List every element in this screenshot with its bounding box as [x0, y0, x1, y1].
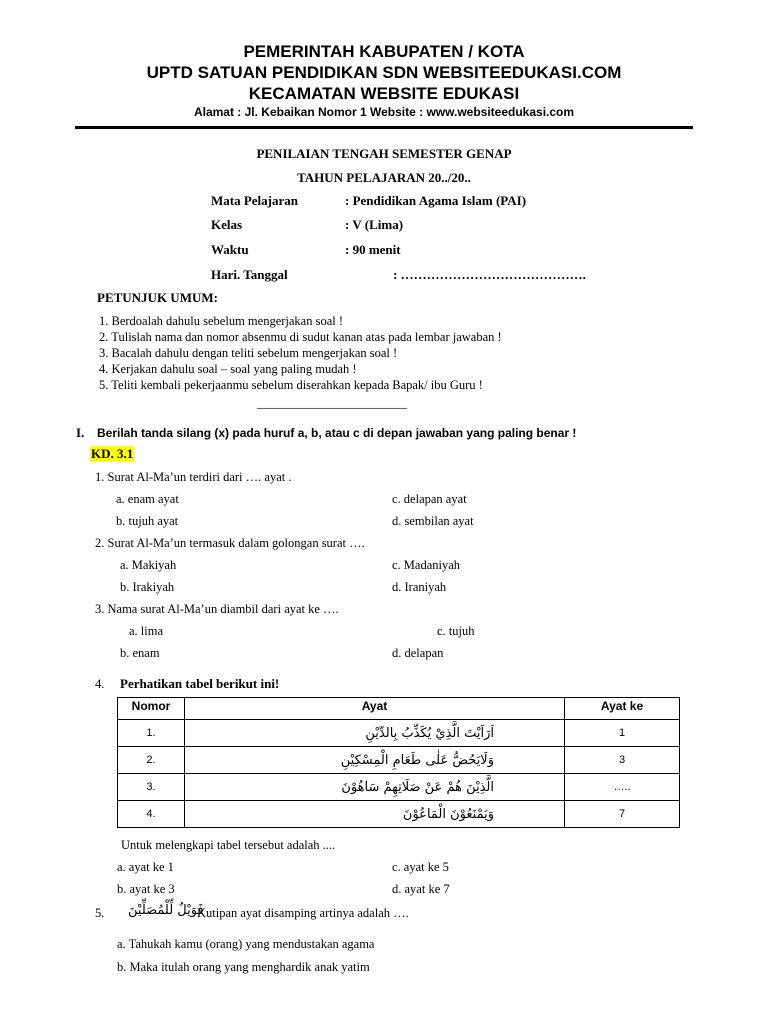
header-divider	[75, 126, 693, 129]
header-line-1: PEMERINTAH KABUPATEN / KOTA	[243, 42, 525, 61]
info-label-time: Waktu	[211, 242, 249, 257]
petunjuk-item-2: 2. Tulislah nama dan nomor absenmu di sudut kanan atas pada lembar jawaban !	[99, 330, 502, 344]
q1-option-a[interactable]: a. enam ayat	[116, 492, 179, 506]
row-ayat-ke: …..	[565, 774, 680, 801]
q1-option-d[interactable]: d. sembilan ayat	[392, 514, 474, 528]
exam-title: PENILAIAN TENGAH SEMESTER GENAP	[256, 146, 512, 161]
q3-option-a[interactable]: a. lima	[129, 624, 164, 638]
row-ayat-ke: 3	[565, 747, 680, 774]
q2-option-a[interactable]: a. Makiyah	[120, 558, 177, 572]
q3-text: 3. Nama surat Al-Ma’un diambil dari ayat ke ….	[95, 602, 339, 616]
q5-option-a[interactable]: a. Tahukah kamu (orang) yang mendustakan agama	[117, 937, 375, 951]
row-number: 4.	[118, 801, 185, 828]
col-header-nomor: Nomor	[118, 698, 185, 720]
exam-year: TAHUN PELAJARAN 20../20..	[297, 170, 471, 185]
q1-text: 1. Surat Al-Ma’un terdiri dari …. ayat .	[95, 470, 292, 484]
q5-number: 5.	[95, 906, 105, 920]
q2-option-c[interactable]: c. Madaniyah	[392, 558, 461, 572]
row-ayat-arabic: الَّذِيْنَ هُمْ عَنْ صَلَاتِهِمْ سَاهُوْنَ	[185, 774, 565, 801]
petunjuk-item-1: 1. Berdoalah dahulu sebelum mengerjakan soal !	[99, 314, 344, 328]
q1-option-c[interactable]: c. delapan ayat	[392, 492, 467, 506]
kd-label: KD. 3.1	[91, 446, 134, 461]
q5-text: Kutipan ayat disamping artinya adalah ….	[197, 906, 409, 920]
q3-option-c[interactable]: c. tujuh	[437, 624, 475, 638]
q3-option-b[interactable]: b. enam	[120, 646, 160, 660]
table-row	[118, 774, 680, 801]
row-number: 3.	[118, 774, 185, 801]
q4-text: Perhatikan tabel berikut ini!	[120, 676, 280, 691]
row-ayat-ke: 1	[565, 720, 680, 747]
q5-option-b[interactable]: b. Maka itulah orang yang menghardik anak yatim	[117, 960, 370, 974]
q4-option-b[interactable]: b. ayat ke 3	[117, 882, 175, 896]
info-label-subject: Mata Pelajaran	[211, 193, 299, 208]
section-instruction: Berilah tanda silang (x) pada huruf a, b, atau c di depan jawaban yang paling benar !	[97, 426, 577, 440]
table-row	[118, 720, 680, 747]
petunjuk-item-4: 4. Kerjakan dahulu soal – soal yang paling mudah !	[99, 362, 357, 376]
q2-option-b[interactable]: b. Irakiyah	[120, 580, 175, 594]
info-value-time: : 90 menit	[345, 242, 401, 257]
q4-option-a[interactable]: a. ayat ke 1	[117, 860, 174, 874]
q3-option-d[interactable]: d. delapan	[392, 646, 444, 660]
petunjuk-item-3: 3. Bacalah dahulu dengan teliti sebelum mengerjakan soal !	[99, 346, 398, 360]
q4-option-c[interactable]: c. ayat ke 5	[392, 860, 449, 874]
ayat-table-header	[118, 698, 680, 720]
info-value-date: : …………………………………….	[393, 267, 586, 282]
petunjuk-item-5: 5. Teliti kembali pekerjaanmu sebelum diserahkan kepada Bapak/ ibu Guru !	[99, 378, 483, 392]
header-line-3: KECAMATAN WEBSITE EDUKASI	[248, 84, 520, 103]
q5-arabic: فَوَيْلٌ لِّلْمُصَلِّيْنَ	[128, 903, 204, 918]
info-value-class: : V (Lima)	[345, 217, 404, 232]
info-label-class: Kelas	[211, 217, 243, 232]
row-number: 1.	[118, 720, 185, 747]
col-header-ayat: Ayat	[185, 698, 565, 720]
section-roman: I.	[76, 425, 85, 440]
petunjuk-separator: ________________________	[257, 396, 407, 410]
table-row	[118, 801, 680, 828]
table-row	[118, 747, 680, 774]
q2-text: 2. Surat Al-Ma’un termasuk dalam golongan surat ….	[95, 536, 365, 550]
info-value-subject: : Pendidikan Agama Islam (PAI)	[345, 193, 527, 208]
header-line-2: UPTD SATUAN PENDIDIKAN SDN WEBSITEEDUKASI.COM	[146, 63, 622, 82]
info-label-date: Hari. Tanggal	[211, 267, 288, 282]
row-ayat-ke: 7	[565, 801, 680, 828]
petunjuk-title: PETUNJUK UMUM:	[97, 290, 218, 305]
row-ayat-arabic: اَرَاَيْتَ الَّذِيْ يُكَذِّبُ بِالدِّيْنِ	[185, 720, 565, 747]
q4-option-d[interactable]: d. ayat ke 7	[392, 882, 450, 896]
col-header-ayat-ke: Ayat ke	[565, 698, 680, 720]
q1-option-b[interactable]: b. tujuh ayat	[116, 514, 179, 528]
row-ayat-arabic: وَيَمْنَعُوْنَ الْمَاعُوْنَ	[185, 801, 565, 828]
q4-question: Untuk melengkapi tabel tersebut adalah ....	[121, 838, 336, 852]
ayat-table	[117, 697, 680, 828]
q2-option-d[interactable]: d. Iraniyah	[392, 580, 447, 594]
row-number: 2.	[118, 747, 185, 774]
header-address: Alamat : Jl. Kebaikan Nomor 1 Website : www.websiteedukasi.com	[193, 105, 575, 119]
row-ayat-arabic: وَلَايَحُضُّ عَلٰى طَعَامِ الْمِسْكِيْنِ	[185, 747, 565, 774]
q4-number: 4.	[95, 677, 105, 691]
